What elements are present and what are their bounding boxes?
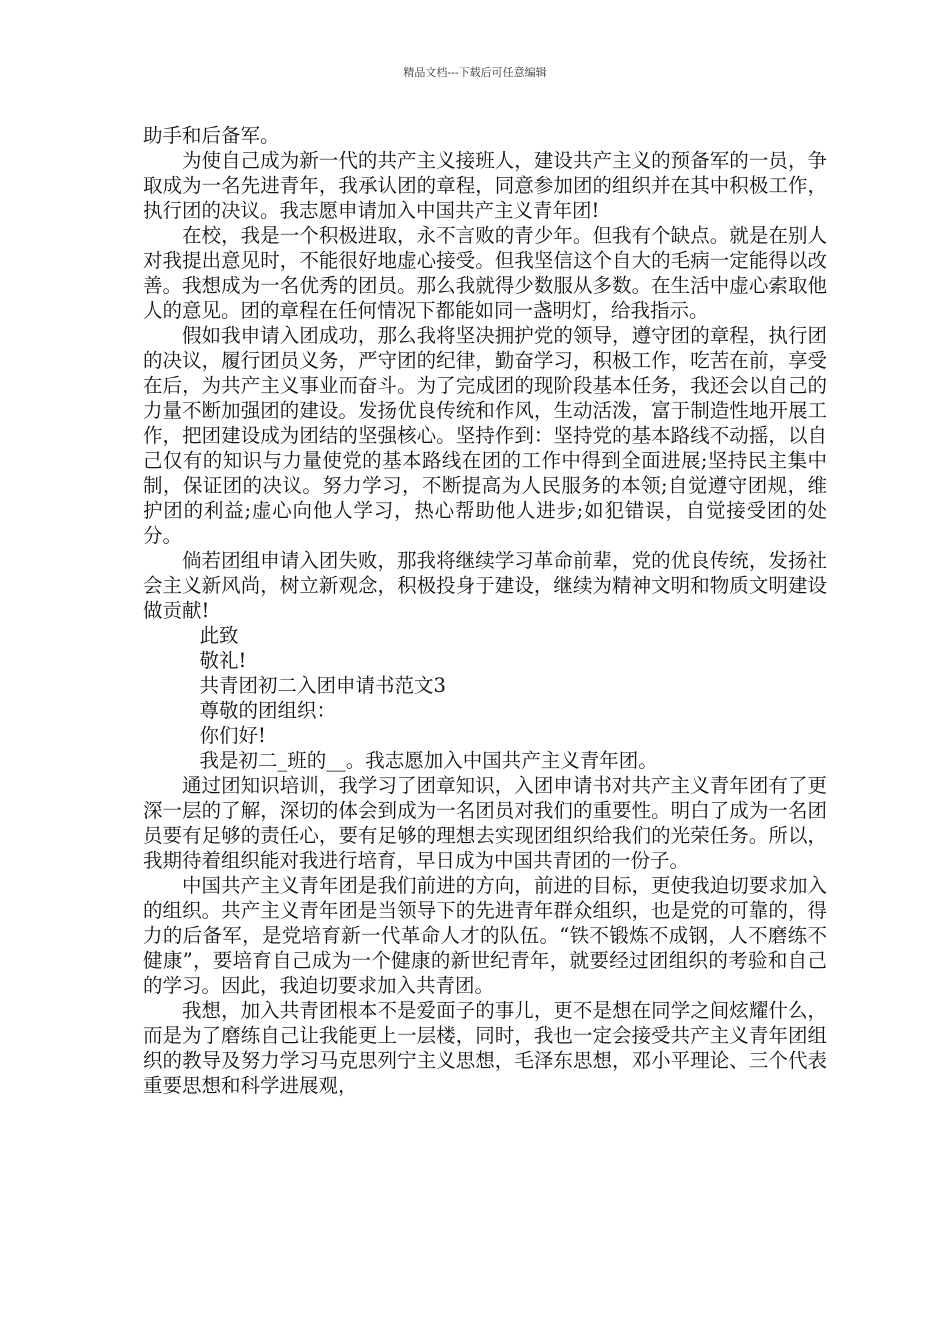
document-body: [143, 123, 827, 1098]
paragraph: 假如我申请入团成功，那么我将坚决拥护党的领导，遵守团的章程，执行团的决议，履行团员义务，严守团的纪律，勤奋学习，积极工作，吃苦在前，享受在后，为共产主义事业而奋斗。为了完成团的现阶段基本任务，我还会以自己的力量不断加强团的建设。发扬优良传统和作风，生动活泼，富于制造性地开展工作，把团建设成为团结的坚强核心。坚持作到：坚持党的基本路线不动摇，以自己仅有的知识与力量使党的基本路线在团的工作中得到全面进展;坚持民主集中制，保证团的决议。努力学习，不断提高为人民服务的本领;自觉遵守团规，维护团的利益;虚心向他人学习，热心帮助他人进步;如犯错误，自觉接受团的处分。: [143, 324, 827, 547]
paragraph: 我想，加入共青团根本不是爱面子的事儿，更不是想在同学之间炫耀什么，而是为了磨练自己让我能更上一层楼，同时，我也一定会接受共产主义青年团组织的教导及努力学习马克思列宁主义思想，毛泽东思想，邓小平理论、三个代表重要思想和科学进展观，: [143, 999, 827, 1097]
greeting-line: 尊敬的团组织：: [199, 699, 337, 722]
paragraph: 为使自己成为新一代的共产主义接班人，建设共产主义的预备军的一员，争取成为一名先进青年，我承认团的章程，同意参加团的组织并在其中积极工作，执行团的决议。我志愿申请加入中国共产主义青年团!: [143, 149, 827, 222]
closing-line: 此致: [199, 624, 239, 647]
paragraph: 通过团知识培训，我学习了团章知识，入团申请书对共产主义青年团有了更深一层的了解，深切的体会到成为一名团员对我们的重要性。明白了成为一名团员要有足够的责任心，要有足够的理想去实现团组织给我们的光荣任务。所以，我期待着组织能对我进行培育，早日成为中国共青团的一份子。: [143, 774, 827, 872]
intro-line: 我是初二_班的__。我志愿加入中国共产主义青年团。: [199, 749, 658, 772]
greeting-line: 你们好!: [199, 724, 266, 747]
page-header: 精品文档---下载后可任意编辑: [403, 66, 547, 79]
paragraph: 倘若团组申请入团失败，那我将继续学习革命前辈，党的优良传统，发扬社会主义新风尚，树立新观念，积极投身于建设，继续为精神文明和物质文明建设做贡献!: [143, 549, 827, 622]
paragraph: 在校，我是一个积极进取，永不言败的青少年。但我有个缺点。就是在别人对我提出意见时，不能很好地虚心接受。但我坚信这个自大的毛病一定能得以改善。我想成为一名优秀的团员。那么我就得少数服从多数。在生活中虚心索取他人的意见。团的章程在任何情况下都能如同一盏明灯，给我指示。: [143, 224, 827, 322]
section-title: 共青团初二入团申请书范文3: [199, 674, 446, 697]
paragraph: 助手和后备军。: [143, 124, 280, 147]
salutation-line: 敬礼!: [199, 649, 247, 672]
paragraph: 中国共产主义青年团是我们前进的方向，前进的目标，更使我迫切要求加入的组织。共产主义青年团是当领导下的先进青年群众组织，也是党的可靠的，得力的后备军，是党培育新一代革命人才的队伍。“铁不锻炼不成钢，人不磨练不健康”，要培育自己成为一个健康的新世纪青年，就要经过团组织的考验和自己的学习。因此，我迫切要求加入共青团。: [143, 874, 827, 997]
